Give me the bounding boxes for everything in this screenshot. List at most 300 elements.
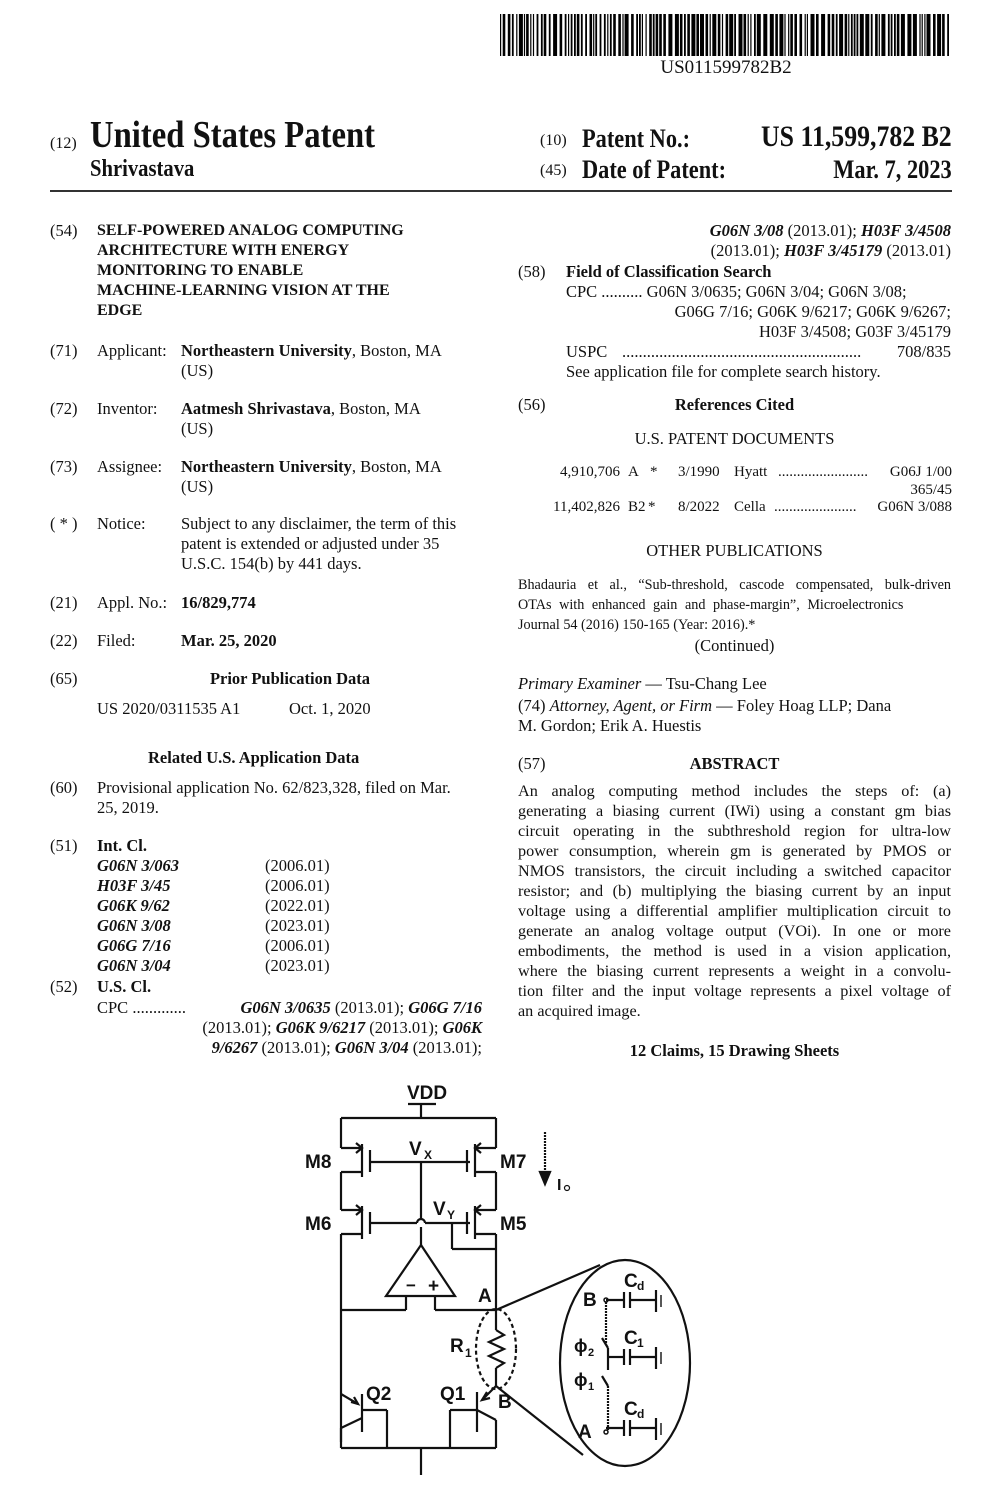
barcode-bar xyxy=(865,14,869,56)
barcode-bar xyxy=(901,14,905,56)
int-cl-code: G06N 3/08 xyxy=(97,916,171,935)
barcode-bar xyxy=(836,14,838,56)
int-cl-row xyxy=(97,956,330,976)
header-divider xyxy=(50,190,952,192)
circuit-diagram xyxy=(300,1075,700,1475)
cpc-label: CPC xyxy=(97,998,129,1017)
barcode-bar xyxy=(590,14,593,56)
barcode-bar xyxy=(585,14,587,56)
barcode-bar xyxy=(618,14,621,56)
assignee-location: , Boston, MA xyxy=(351,457,442,476)
cpc-code: G06K xyxy=(442,1018,482,1037)
wire-crossover xyxy=(417,1219,425,1223)
applicant-location: , Boston, MA xyxy=(351,341,442,360)
us-cl-line xyxy=(97,1018,482,1038)
cpc-version: (2013.01); xyxy=(330,998,409,1017)
examiner-dash: — xyxy=(641,674,666,693)
int-cl-version: (2006.01) xyxy=(265,876,330,895)
prior-pub-heading: Prior Publication Data xyxy=(209,669,371,688)
vdd-label: VDD xyxy=(407,1083,448,1104)
kind-code-number: (12) xyxy=(50,135,77,152)
patent-date-label: Date of Patent: xyxy=(582,155,727,184)
filed-label: Filed: xyxy=(97,631,136,650)
barcode-bar xyxy=(656,14,659,56)
node-b-label: B xyxy=(498,1392,512,1413)
barcode-bar xyxy=(881,14,885,56)
uspc-label: USPC xyxy=(566,342,608,361)
field-search-cpc-line: H03F 3/4508; G03F 3/45179 xyxy=(758,322,951,341)
prior-pub-date: Oct. 1, 2020 xyxy=(289,699,371,718)
notice-text xyxy=(181,514,482,574)
filed-value: Mar. 25, 2020 xyxy=(181,631,277,650)
patent-number: US 11,599,782 B2 xyxy=(761,120,952,153)
barcode-bar xyxy=(924,14,925,56)
assignee-country: (US) xyxy=(181,477,214,496)
primary-examiner xyxy=(518,674,767,694)
phi2-label: ϕ xyxy=(574,1336,588,1356)
uspc-dots: .......................................................... xyxy=(622,342,862,361)
barcode-bar xyxy=(811,14,815,56)
notice-line-text: patent is extended or adjusted under 35 xyxy=(181,534,440,553)
filed-field-number: (22) xyxy=(50,631,78,650)
barcode-bar xyxy=(757,14,761,56)
abstract-text xyxy=(518,781,951,1021)
inset-c1-sub: 1 xyxy=(637,1336,644,1350)
op-amp-minus: − xyxy=(406,1276,416,1295)
field-search-note: See application file for complete search history. xyxy=(566,362,881,381)
barcode-bar xyxy=(897,14,900,56)
barcode-bar xyxy=(805,14,806,56)
barcode-bar xyxy=(933,14,936,56)
barcode-bar xyxy=(712,14,716,56)
examiner-label: Primary Examiner xyxy=(518,674,642,693)
abstract-heading: ABSTRACT xyxy=(689,754,780,773)
barcode-bar xyxy=(750,14,751,56)
io-label: I xyxy=(557,1177,562,1194)
barcode-bar xyxy=(537,14,539,56)
barcode-bar xyxy=(871,14,873,56)
ref-name: Hyatt xyxy=(734,464,768,480)
barcode-bar xyxy=(500,14,501,56)
abstract-line: voltage using a differential amplifier multiplication circuit to xyxy=(518,902,951,920)
barcode-bar xyxy=(888,14,890,56)
barcode-bar xyxy=(571,14,573,56)
patent-number-label: Patent No.: xyxy=(582,124,691,153)
barcode-bar xyxy=(663,14,666,56)
cpc-version: (2013.01) xyxy=(882,241,951,260)
r1-label: R xyxy=(450,1336,464,1357)
reference-row xyxy=(520,499,952,519)
us-cl-cpc-label xyxy=(97,998,186,1018)
barcode-bar xyxy=(919,14,920,56)
barcode-bar xyxy=(646,14,647,56)
barcode-bar xyxy=(726,14,729,56)
q1-label: Q1 xyxy=(440,1384,466,1405)
phi2-subscript: 2 xyxy=(588,1347,595,1359)
patent-date: Mar. 7, 2023 xyxy=(833,155,952,184)
inset-cd-top: C xyxy=(624,1271,638,1292)
us-cl-line xyxy=(97,1038,482,1058)
cpc-version: (2013.01); xyxy=(365,1018,443,1037)
abstract-line: An analog computing method includes the steps of: (a) xyxy=(518,782,951,800)
barcode-bar xyxy=(653,14,655,56)
barcode-bar xyxy=(625,14,629,56)
cpc-version: (2013.01); xyxy=(710,241,784,260)
provisional-line: Provisional application No. 62/823,328, filed on Mar. xyxy=(97,778,451,797)
int-cl-code: G06G 7/16 xyxy=(97,936,171,955)
cpc-code: G06G 7/16 xyxy=(408,998,482,1017)
provisional-line: 25, 2019. xyxy=(97,798,159,817)
int-cl-version: (2006.01) xyxy=(265,936,330,955)
barcode-bar xyxy=(763,14,767,56)
notice-field-number: ( * ) xyxy=(50,514,78,533)
cpc-code: 9/6267 xyxy=(211,1038,258,1057)
barcode-bar xyxy=(512,14,514,56)
barcode-bar xyxy=(851,14,853,56)
barcode-bar xyxy=(541,14,543,56)
us-cl-line xyxy=(518,241,951,261)
us-cl-continued xyxy=(518,221,951,261)
barcode-bar xyxy=(891,14,893,56)
ref-date: 3/1990 xyxy=(678,464,720,480)
reference-row xyxy=(520,464,952,484)
abstract-line: where the biasing current represents a weight in a convolu- xyxy=(518,962,951,980)
abstract-line: generating a biasing current (IWi) using a constant gm bias xyxy=(518,802,951,820)
cpc-code: G06N 3/08 xyxy=(709,221,784,240)
int-cl-version: (2023.01) xyxy=(265,956,330,975)
inset-cd-top-sub: d xyxy=(637,1279,645,1293)
publication-line: Bhadauria et al., “Sub-threshold, cascode compensated, bulk-driven xyxy=(518,577,951,593)
barcode-bar xyxy=(530,14,531,56)
attorney-label: Attorney, Agent, or Firm xyxy=(549,696,713,715)
prior-pub-field-number: (65) xyxy=(50,669,78,688)
abstract-line: generate an analog voltage output (VOi). In one or more xyxy=(518,922,951,940)
int-cl-row xyxy=(97,876,330,896)
int-cl-code: G06N 3/063 xyxy=(97,856,180,875)
barcode-bar xyxy=(604,14,606,56)
applicant-field-number: (71) xyxy=(50,341,78,360)
barcode-bar xyxy=(922,14,923,56)
title-line: MACHINE-LEARNING VISION AT THE xyxy=(97,282,390,299)
barcode-bar xyxy=(857,14,859,56)
barcode-bar xyxy=(600,14,602,56)
title-line: SELF-POWERED ANALOG COMPUTING xyxy=(97,222,404,239)
ref-star: * xyxy=(648,499,656,515)
r1-resistor xyxy=(489,1330,504,1368)
field-search-cpc-line: CPC .......... G06N 3/0635; G06N 3/04; G06N 3/08; xyxy=(566,282,907,301)
abstract-line: resistor; and (b) multiplying the biasing current by an input xyxy=(518,882,951,900)
abstract-line: circuit operating in the subthreshold region for ultra-low xyxy=(518,822,951,840)
cpc-code: G06K 9/6217 xyxy=(275,1018,366,1037)
inset-cd-bottom: C xyxy=(624,1399,638,1420)
current-arrow-head xyxy=(540,1172,550,1184)
attorney-name: Foley Hoag LLP; Dana xyxy=(736,696,892,715)
patent-date-code: (45) xyxy=(540,162,567,179)
us-cl-line xyxy=(97,998,482,1018)
abstract-line: an acquired image. xyxy=(518,1002,641,1020)
barcode-bar xyxy=(691,14,695,56)
field-search-body xyxy=(566,282,951,382)
barcode-bar xyxy=(519,14,523,56)
provisional-text xyxy=(97,778,451,818)
barcode-bar xyxy=(848,14,849,56)
barcode-bar xyxy=(526,14,529,56)
ref-class-secondary: 365/45 xyxy=(910,482,952,498)
inset-node-a: A xyxy=(578,1422,592,1443)
references-field-number: (56) xyxy=(518,395,546,414)
cpc-code: H03F 3/4508 xyxy=(860,221,951,240)
field-search-uspc-line xyxy=(566,342,951,362)
phi1-label: ϕ xyxy=(574,1370,588,1390)
ref-name: Cella xyxy=(734,499,766,515)
barcode-bar xyxy=(622,14,623,56)
assignee-label: Assignee: xyxy=(97,457,163,476)
cpc-dots: ............. xyxy=(132,998,186,1017)
applicant-label: Applicant: xyxy=(97,341,167,360)
barcode-bar xyxy=(710,14,711,56)
abstract-line: power consumption, wherein gm is generated by PMOS or xyxy=(518,842,951,860)
attorney-dash: — xyxy=(712,696,737,715)
inventor-name: Aatmesh Shrivastava xyxy=(181,399,331,418)
barcode-bar xyxy=(706,14,709,56)
abstract-line: NMOS transistors, the circuit including a switched capacitor xyxy=(518,862,951,880)
barcode-bar xyxy=(800,14,803,56)
barcode-bar xyxy=(821,14,825,56)
barcode-bar xyxy=(610,14,612,56)
barcode-bar xyxy=(913,14,917,56)
other-publications-heading: OTHER PUBLICATIONS xyxy=(646,541,823,560)
ref-number: 4,910,706 xyxy=(560,464,620,480)
barcode-bar xyxy=(947,14,949,56)
cpc-version: (2013.01); xyxy=(202,1018,276,1037)
barcode-bar xyxy=(613,14,616,56)
title-field-number: (54) xyxy=(50,221,78,240)
barcode-bar xyxy=(779,14,783,56)
assignee-value xyxy=(181,457,442,497)
assignee-name: Northeastern University xyxy=(181,457,352,476)
barcode-bar xyxy=(553,14,557,56)
abstract-field-number: (57) xyxy=(518,754,546,773)
ref-kind: B2 xyxy=(628,499,646,515)
barcode-bar xyxy=(577,14,580,56)
barcode-bar xyxy=(894,14,896,56)
op-amp-plus: + xyxy=(428,1276,440,1297)
barcode-bar xyxy=(790,14,793,56)
barcode-bar xyxy=(607,14,608,56)
barcode-bar xyxy=(734,14,736,56)
inset-c1: C xyxy=(624,1328,638,1349)
int-cl-code: G06K 9/62 xyxy=(97,896,170,915)
barcode-bar xyxy=(839,14,843,56)
barcode-bar xyxy=(675,14,679,56)
barcode-bar xyxy=(684,14,686,56)
m7-label: M7 xyxy=(500,1152,527,1173)
int-cl-version: (2022.01) xyxy=(265,896,330,915)
attorney-field-number: (74) xyxy=(518,696,546,715)
int-cl-code: G06N 3/04 xyxy=(97,956,171,975)
m8-label: M8 xyxy=(305,1152,332,1173)
appl-no-value: 16/829,774 xyxy=(181,593,256,612)
applicant-country: (US) xyxy=(181,361,214,380)
ref-dots: ........................ xyxy=(778,464,868,480)
appl-no-field-number: (21) xyxy=(50,593,78,612)
m6-label: M6 xyxy=(305,1214,332,1235)
barcode-bar xyxy=(700,14,704,56)
barcode-bar xyxy=(639,14,641,56)
notice-line: Subject to any disclaimer, the term of this xyxy=(181,514,457,533)
claims-count: 12 Claims, 15 Drawing Sheets xyxy=(629,1041,840,1060)
publication-line: Journal 54 (2016) 150-165 (Year: 2016).* xyxy=(518,617,756,633)
barcode-bar xyxy=(788,14,789,56)
barcode-bar xyxy=(680,14,683,56)
prior-pub-number: US 2020/0311535 A1 xyxy=(97,699,241,718)
document-title: United States Patent xyxy=(90,114,376,156)
barcode-bar xyxy=(503,14,506,56)
int-cl-row xyxy=(97,916,330,936)
barcode-bar xyxy=(807,14,808,56)
barcode-bar xyxy=(739,14,743,56)
barcode-bar xyxy=(775,14,778,56)
int-cl-table xyxy=(97,856,330,976)
cpc-code: H03F 3/45179 xyxy=(783,241,883,260)
title-line: ARCHITECTURE WITH ENERGY xyxy=(97,242,350,259)
provisional-field-number: (60) xyxy=(50,778,78,797)
references-heading: References Cited xyxy=(674,395,795,414)
barcode-bar xyxy=(907,14,911,56)
cpc-version: (2013.01); xyxy=(783,221,861,240)
barcode-image xyxy=(500,14,952,56)
applicant-value xyxy=(181,341,442,381)
int-cl-row xyxy=(97,936,330,956)
inventor-label: Inventor: xyxy=(97,399,158,418)
barcode-bar xyxy=(722,14,723,56)
barcode-bar xyxy=(828,14,831,56)
notice-line xyxy=(181,534,482,554)
applicant-name: Northeastern University xyxy=(181,341,352,360)
barcode-bar xyxy=(631,14,634,56)
barcode-bar xyxy=(516,14,517,56)
barcode-bar xyxy=(696,14,699,56)
barcode-bar xyxy=(549,14,551,56)
int-cl-row xyxy=(97,856,330,876)
ref-number: 11,402,826 xyxy=(553,499,620,515)
barcode-bar xyxy=(794,14,797,56)
appl-no-label: Appl. No.: xyxy=(97,593,168,612)
barcode-bar xyxy=(581,14,583,56)
int-cl-code: H03F 3/45 xyxy=(97,876,171,895)
us-cl-cpc xyxy=(97,998,482,1058)
ref-kind: A xyxy=(628,464,639,480)
inset-cd-bottom-sub: d xyxy=(637,1407,645,1421)
vx-label: V xyxy=(409,1139,422,1160)
cpc-version: (2013.01); xyxy=(408,1038,482,1057)
inset-node-b: B xyxy=(583,1290,597,1311)
publication-line: OTAs with enhanced gain and phase-margin”, Microelectronics xyxy=(518,597,904,613)
title-line: MONITORING TO ENABLE xyxy=(97,262,304,279)
barcode-bar xyxy=(642,14,643,56)
barcode-bar xyxy=(754,14,756,56)
inventor-value xyxy=(181,399,421,439)
vx-subscript: X xyxy=(424,1148,433,1162)
assignee-field-number: (73) xyxy=(50,457,78,476)
barcode-bar xyxy=(636,14,638,56)
barcode-bar xyxy=(784,14,785,56)
barcode-number: US011599782B2 xyxy=(660,57,792,78)
barcode-bar xyxy=(659,14,662,56)
barcode-bar xyxy=(668,14,672,56)
int-cl-row xyxy=(97,896,330,916)
cpc-version: (2013.01); xyxy=(257,1038,335,1057)
barcode-bar xyxy=(832,14,835,56)
barcode-bar xyxy=(748,14,749,56)
barcode-bar xyxy=(875,14,878,56)
field-search-heading: Field of Classification Search xyxy=(566,262,772,281)
barcode-bar xyxy=(845,14,848,56)
int-cl-version: (2006.01) xyxy=(265,856,330,875)
cpc-code: G06N 3/0635 xyxy=(240,998,331,1017)
int-cl-heading: Int. Cl. xyxy=(97,836,147,855)
barcode-bar xyxy=(687,14,690,56)
barcode-bar xyxy=(927,14,931,56)
barcode-bar xyxy=(816,14,819,56)
title-line: EDGE xyxy=(97,302,143,319)
op-amp xyxy=(386,1245,455,1296)
us-cl-field-number: (52) xyxy=(50,977,78,996)
ref-dots: ...................... xyxy=(774,499,857,515)
barcode-bar xyxy=(565,14,567,56)
m5-label: M5 xyxy=(500,1214,527,1235)
barcode-bar xyxy=(524,14,525,56)
inventor-location: , Boston, MA xyxy=(330,399,421,418)
barcode-bar xyxy=(593,14,594,56)
barcode-bar xyxy=(718,14,721,56)
notice-label: Notice: xyxy=(97,514,146,533)
node-a-label: A xyxy=(478,1286,492,1307)
continued-link[interactable]: (Continued) xyxy=(694,636,775,655)
inventor-field-number: (72) xyxy=(50,399,78,418)
ref-star: * xyxy=(650,464,658,480)
barcode-bar xyxy=(574,14,576,56)
vy-subscript: Y xyxy=(447,1208,456,1222)
barcode-bar xyxy=(649,14,652,56)
barcode-bar xyxy=(937,14,941,56)
vy-label: V xyxy=(433,1199,446,1220)
r1-subscript: 1 xyxy=(465,1346,472,1360)
phi1-subscript: 1 xyxy=(588,1381,595,1393)
field-search-cpc-line: G06G 7/16; G06K 9/6217; G06K 9/6267; xyxy=(674,302,951,321)
barcode-bar xyxy=(508,14,511,56)
uspc-value: 708/835 xyxy=(896,342,951,361)
ref-class: G06J 1/00 xyxy=(889,464,952,480)
related-data-heading: Related U.S. Application Data xyxy=(148,748,360,767)
cpc-code: G06N 3/04 xyxy=(334,1038,409,1057)
field-search-number: (58) xyxy=(518,262,546,281)
barcode-bar xyxy=(560,14,563,56)
attorney xyxy=(518,696,891,736)
barcode-bar xyxy=(770,14,774,56)
abstract-line: embodiments, the method is used in a vision application, xyxy=(518,942,951,960)
inventor-country: (US) xyxy=(181,419,214,438)
ref-class: G06N 3/088 xyxy=(877,499,952,515)
barcode-bar xyxy=(568,14,569,56)
notice-line: U.S.C. 154(b) by 441 days. xyxy=(181,554,362,573)
attorney-name-cont: M. Gordon; Erik A. Huestis xyxy=(518,716,702,735)
us-cl-heading: U.S. Cl. xyxy=(97,977,152,996)
int-cl-field-number: (51) xyxy=(50,836,78,855)
examiner-name: Tsu-Chang Lee xyxy=(665,674,767,693)
us-patent-docs-heading: U.S. PATENT DOCUMENTS xyxy=(634,429,835,448)
barcode-bar xyxy=(860,14,864,56)
